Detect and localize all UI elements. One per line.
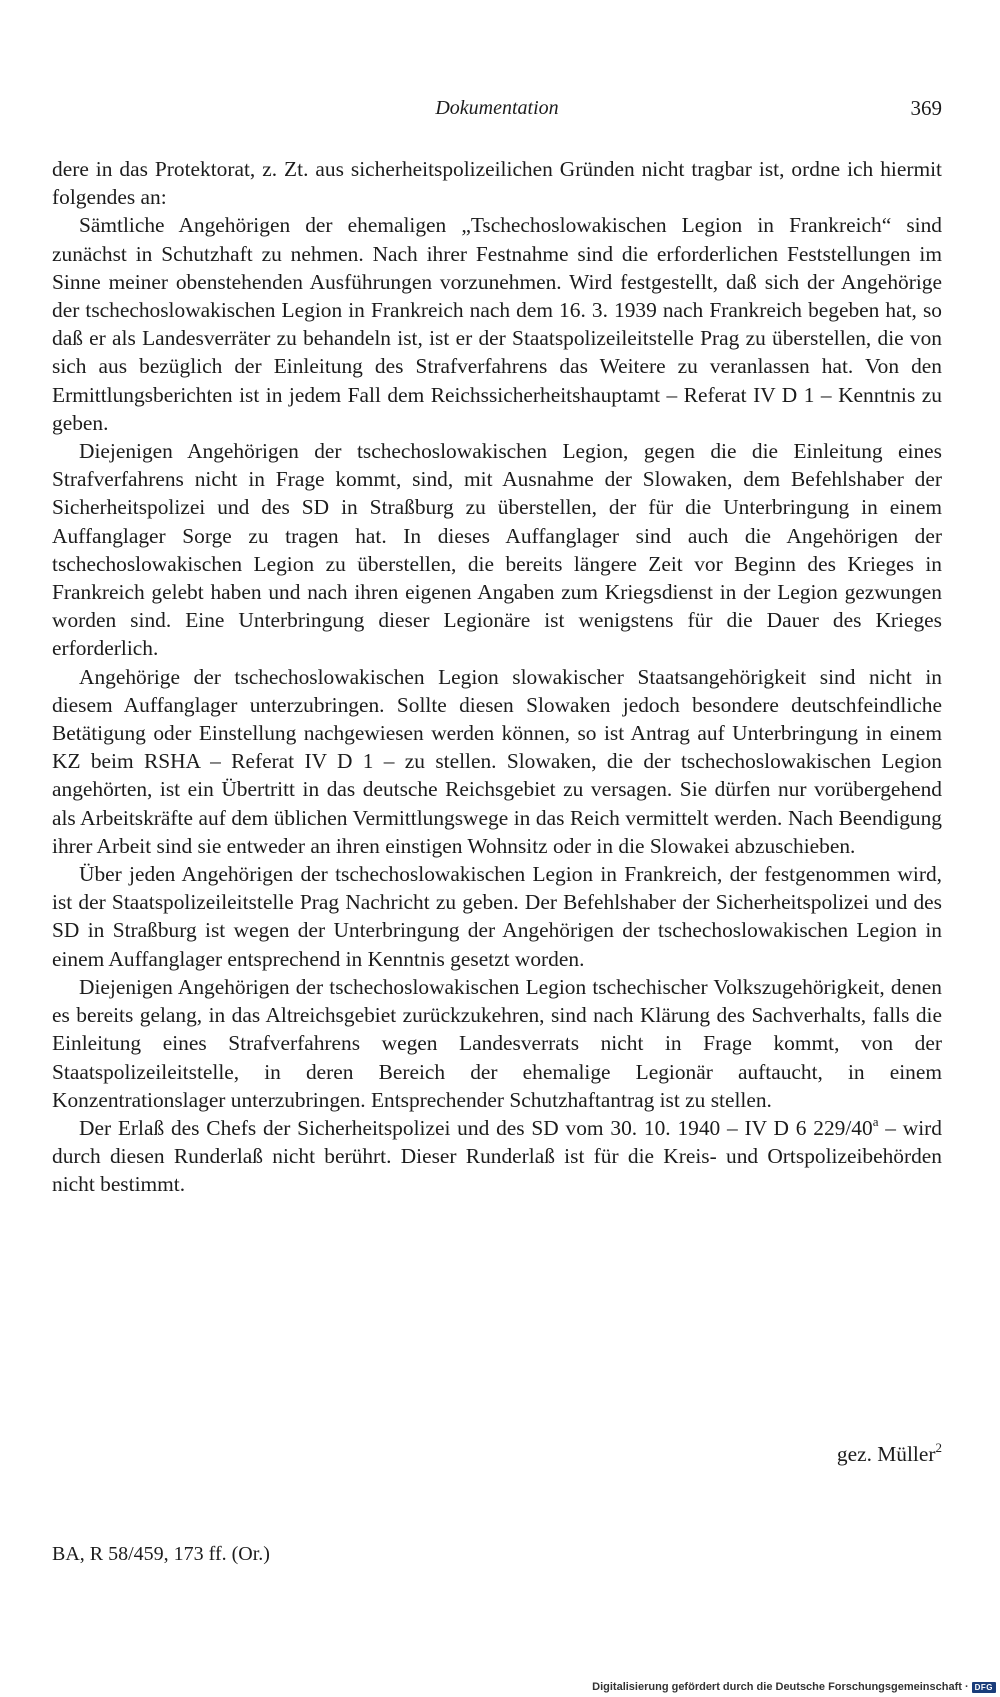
digitization-credit bbox=[592, 1681, 996, 1693]
signature bbox=[837, 1440, 942, 1468]
paragraph-2: Sämtliche Angehörigen der ehemaligen „Tschechoslowakischen Legion in Frankreich“ sind zunächst in Schutzhaft zu nehmen. Nach ihrer Festnahme sind die erforderlichen Feststellungen im Sinne meiner obenstehenden Ausführungen vorzunehmen. Wird festgestellt, daß sich der Angehörige der tschechoslowakischen Legion in Frankreich nach dem 16. 3. 1939 nach Frankreich begeben hat, so daß er als Landesverräter zu behandeln ist, ist er der Staatspolizeileitstelle Prag zu überstellen, die von sich aus bezüglich der Einleitung des Strafverfahrens das Weitere zu veranlassen hat. Von den Ermittlungsberichten ist in jedem Fall dem Reichssicherheitshauptamt – Referat IV D 1 – Kenntnis zu geben. bbox=[52, 213, 942, 435]
paragraph-3: Diejenigen Angehörigen der tschechoslowakischen Legion, gegen die die Einleitung eines Strafverfahrens nicht in Frage kommt, sind, mit Ausnahme der Slowaken, dem Befehlshaber der Sicherheitspolizei und des SD in Straßburg zu überstellen, der für die Unterbringung in einem Auffanglager Sorge zu tragen hat. In dieses Auffanglager sind auch die Angehörigen der tschechoslowakischen Legion zu überstellen, die bereits längere Zeit vor Beginn des Krieges in Frankreich gelebt haben und nach ihren eigenen Angaben zum Kriegsdienst in der Legion gezwungen worden sind. Eine Unterbringung dieser Legionäre ist wenigstens für die Dauer des Krieges erforderlich. bbox=[52, 439, 942, 661]
paragraph-7 bbox=[52, 1114, 942, 1199]
paragraph-7-text-b: – wird durch diesen Runderlaß nicht berührt. Dieser Runderlaß ist für die Kreis- und Ortspolizeibehörden nicht bestimmt. bbox=[52, 1115, 942, 1197]
paragraph-6: Diejenigen Angehörigen der tschechoslowakischen Legion tschechischer Volkszugehörigkeit, denen es bereits gelang, in das Altreichsgebiet zurückzukehren, sind nach Klärung des Sachverhalts, falls die Einleitung eines Strafverfahrens wegen Landesverrats nicht in Frage kommt, von der Staatspolizeileitstelle, in deren Bereich der ehemalige Legionär auftaucht, in einem Konzentrationslager unterzubringen. Entsprechender Schutzhaftantrag ist zu stellen. bbox=[52, 974, 942, 1112]
source-citation: BA, R 58/459, 173 ff. (Or.) bbox=[52, 1543, 270, 1565]
paragraph-1: dere in das Protektorat, z. Zt. aus sicherheitspolizeilichen Gründen nicht tragbar ist, ordne ich hiermit folgendes an: bbox=[52, 157, 942, 210]
page-header bbox=[52, 92, 942, 124]
running-head: Dokumentation bbox=[435, 97, 559, 119]
footnote-marker-2: 2 bbox=[935, 1440, 942, 1455]
body-text bbox=[52, 155, 942, 1199]
paragraph-7-text-a: Der Erlaß des Chefs der Sicherheitspolizei und des SD vom 30. 10. 1940 – IV D 6 229/40 bbox=[79, 1115, 873, 1140]
dfg-logo-icon: DFG bbox=[972, 1682, 996, 1693]
signature-text: gez. Müller bbox=[836, 1442, 936, 1466]
paragraph-4: Angehörige der tschechoslowakischen Legion slowakischer Staatsangehörigkeit sind nicht in diesem Auffanglager unterzubringen. Sollte diesen Slowaken jedoch besondere deutschfeindliche Betätigung oder Einstellung nachgewiesen werden können, so ist Antrag auf Unterbringung in einem KZ beim RSHA – Referat IV D 1 – zu stellen. Slowaken, die der tschechoslowakischen Legion angehörten, ist ein Übertritt in das deutsche Reichsgebiet zu versagen. Sie dürfen nur vorübergehend als Arbeitskräfte auf dem üblichen Vermittlungswege in das Reich vermittelt werden. Nach Beendigung ihrer Arbeit sind sie entweder an ihren einstigen Wohnsitz oder in die Slowakei abzuschieben. bbox=[52, 664, 942, 858]
page-number: 369 bbox=[910, 96, 942, 120]
footnote-marker-a: a bbox=[872, 1113, 879, 1129]
credit-text: Digitalisierung gefördert durch die Deutsche Forschungsgemeinschaft bbox=[592, 1681, 962, 1693]
paragraph-5: Über jeden Angehörigen der tschechoslowakischen Legion in Frankreich, der festgenommen wird, ist der Staatspolizeileitstelle Prag Nachricht zu geben. Der Befehlshaber der Sicherheitspolizei und des SD in Straßburg ist wegen der Unterbringung der Angehörigen der tschechoslowakischen Legion in einem Auffanglager entsprechend in Kenntnis gesetzt worden. bbox=[52, 862, 942, 971]
credit-separator: · bbox=[964, 1681, 969, 1693]
